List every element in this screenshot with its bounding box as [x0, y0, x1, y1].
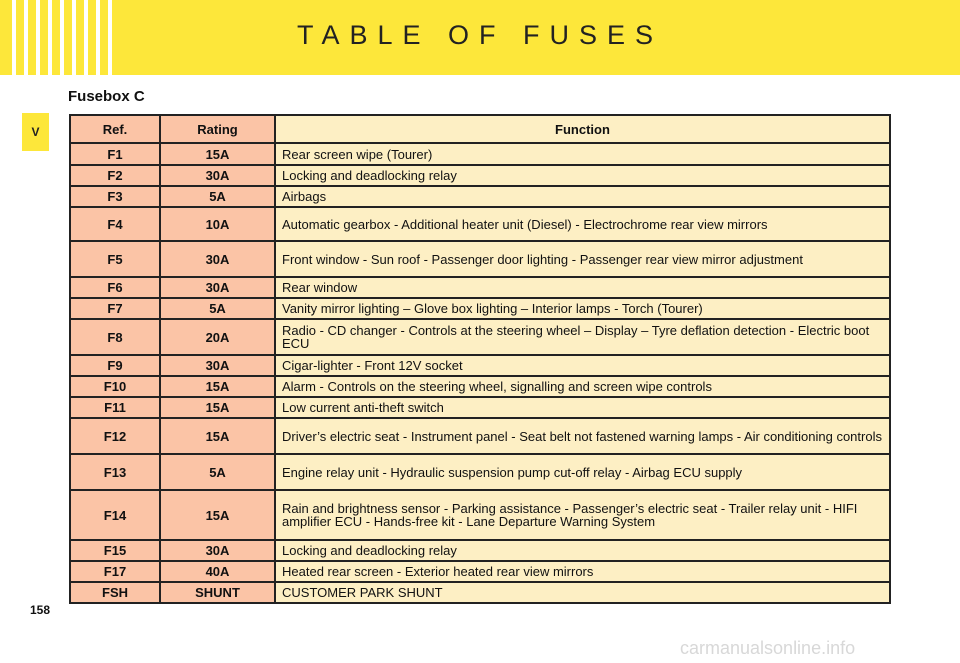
table-row	[70, 397, 890, 418]
table-row	[70, 165, 890, 186]
table-row	[70, 490, 890, 540]
fuse-rating-cell: 15A	[160, 397, 275, 418]
fuse-rating-cell: 15A	[160, 376, 275, 397]
table-header-row	[70, 115, 890, 143]
fuse-table	[69, 114, 891, 604]
fuse-function-cell: Driver’s electric seat - Instrument panel - Seat belt not fastened warning lamps - Air conditioning controls	[275, 418, 890, 454]
fuse-function-cell: Cigar-lighter - Front 12V socket	[275, 355, 890, 376]
fuse-ref-cell: F5	[70, 241, 160, 277]
fuse-rating-cell: 10A	[160, 207, 275, 241]
fuse-ref-cell: F13	[70, 454, 160, 490]
fuse-rating-cell: 40A	[160, 561, 275, 582]
table-row	[70, 561, 890, 582]
fuse-ref-cell: F1	[70, 143, 160, 165]
fuse-rating-cell: 5A	[160, 186, 275, 207]
fuse-ref-cell: F8	[70, 319, 160, 355]
fuse-ref-cell: F2	[70, 165, 160, 186]
fuse-rating-cell: 5A	[160, 454, 275, 490]
fuse-rating-cell: 30A	[160, 241, 275, 277]
fuse-function-cell: Low current anti-theft switch	[275, 397, 890, 418]
fuse-function-cell: Vanity mirror lighting – Glove box lighting – Interior lamps - Torch (Tourer)	[275, 298, 890, 319]
fuse-function-cell: Engine relay unit - Hydraulic suspension pump cut-off relay - Airbag ECU supply	[275, 454, 890, 490]
column-header-function: Function	[275, 115, 890, 143]
table-row	[70, 143, 890, 165]
fuse-function-cell: Locking and deadlocking relay	[275, 165, 890, 186]
fuse-ref-cell: F10	[70, 376, 160, 397]
chapter-tab: V	[22, 113, 49, 151]
fuse-ref-cell: F17	[70, 561, 160, 582]
fuse-ref-cell: F12	[70, 418, 160, 454]
fuse-rating-cell: 30A	[160, 277, 275, 298]
fuse-rating-cell: 30A	[160, 540, 275, 561]
fuse-function-cell: Rear screen wipe (Tourer)	[275, 143, 890, 165]
table-row	[70, 376, 890, 397]
section-subtitle: Fusebox C	[68, 88, 145, 105]
column-header-rating: Rating	[160, 115, 275, 143]
fuse-function-cell: Rear window	[275, 277, 890, 298]
fuse-rating-cell: 5A	[160, 298, 275, 319]
fuse-function-cell: Locking and deadlocking relay	[275, 540, 890, 561]
table-row	[70, 207, 890, 241]
header-stripes	[0, 0, 112, 75]
table-row	[70, 319, 890, 355]
fuse-function-cell: Front window - Sun roof - Passenger door lighting - Passenger rear view mirror adjustment	[275, 241, 890, 277]
fuse-ref-cell: F15	[70, 540, 160, 561]
table-row	[70, 186, 890, 207]
fuse-function-cell: Heated rear screen - Exterior heated rear view mirrors	[275, 561, 890, 582]
fuse-ref-cell: FSH	[70, 582, 160, 603]
fuse-ref-cell: F11	[70, 397, 160, 418]
table-row	[70, 418, 890, 454]
table-row	[70, 582, 890, 603]
fuse-function-cell: Airbags	[275, 186, 890, 207]
fuse-ref-cell: F4	[70, 207, 160, 241]
page-title: TABLE OF FUSES	[296, 20, 664, 50]
fuse-ref-cell: F6	[70, 277, 160, 298]
fuse-rating-cell: SHUNT	[160, 582, 275, 603]
fuse-function-cell: Radio - CD changer - Controls at the steering wheel – Display – Tyre deflation detection - Electric boot ECU	[275, 319, 890, 355]
fuse-ref-cell: F9	[70, 355, 160, 376]
table-row	[70, 277, 890, 298]
table-row	[70, 298, 890, 319]
table-row	[70, 355, 890, 376]
fuse-function-cell: Alarm - Controls on the steering wheel, signalling and screen wipe controls	[275, 376, 890, 397]
fuse-function-cell: Rain and brightness sensor - Parking assistance - Passenger’s electric seat - Trailer relay unit - HIFI amplifier ECU - Hands-free kit - Lane Departure Warning System	[275, 490, 890, 540]
fuse-ref-cell: F7	[70, 298, 160, 319]
fuse-rating-cell: 30A	[160, 355, 275, 376]
fuse-ref-cell: F14	[70, 490, 160, 540]
page-header	[0, 0, 960, 75]
fuse-function-cell: Automatic gearbox - Additional heater unit (Diesel) - Electrochrome rear view mirrors	[275, 207, 890, 241]
fuse-function-cell: CUSTOMER PARK SHUNT	[275, 582, 890, 603]
page-number: 158	[30, 603, 51, 617]
fuse-rating-cell: 30A	[160, 165, 275, 186]
table-row	[70, 540, 890, 561]
fuse-rating-cell: 15A	[160, 490, 275, 540]
watermark: carmanualsonline.info	[680, 638, 856, 658]
column-header-ref: Ref.	[70, 115, 160, 143]
fuse-ref-cell: F3	[70, 186, 160, 207]
table-row	[70, 454, 890, 490]
table-row	[70, 241, 890, 277]
fuse-rating-cell: 15A	[160, 418, 275, 454]
fuse-rating-cell: 15A	[160, 143, 275, 165]
fuse-rating-cell: 20A	[160, 319, 275, 355]
